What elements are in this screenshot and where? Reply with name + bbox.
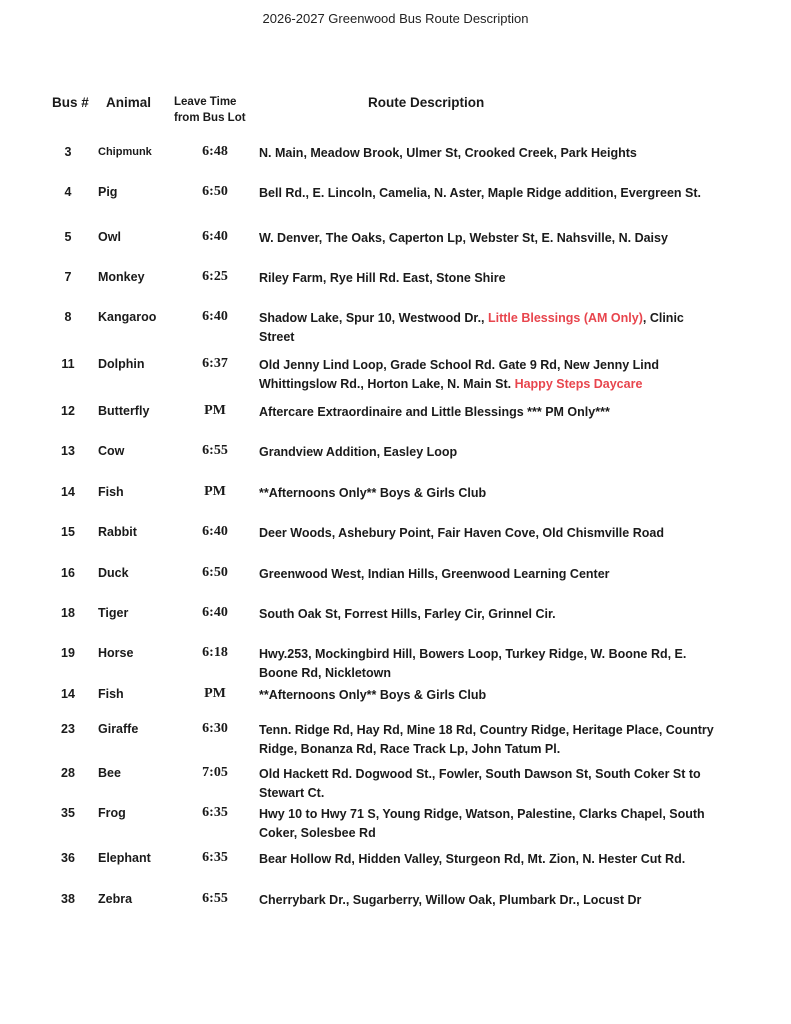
animal-name: Zebra (98, 892, 133, 906)
bus-number: 11 (61, 357, 75, 371)
route-highlight: Happy Steps Daycare (514, 376, 643, 391)
route-text: Hwy.253, Mockingbird Hill, Bowers Loop, Turkey Ridge, W. Boone Rd, E. Boone Rd, Nickletown (259, 647, 687, 680)
table-row (0, 892, 791, 932)
bus-number: 4 (64, 185, 72, 199)
bus-number: 28 (61, 766, 75, 780)
bus-number: 23 (61, 722, 75, 736)
route-description (259, 524, 719, 543)
route-text: Tenn. Ridge Rd, Hay Rd, Mine 18 Rd, Country Ridge, Heritage Place, Country Ridge, Bonanza Rd, Race Track Lp, John Tatum Pl. (259, 723, 714, 756)
route-description (259, 144, 719, 163)
header-animal: Animal (106, 95, 152, 110)
table-row (0, 270, 791, 310)
animal-name: Cow (98, 444, 125, 458)
route-text: Shadow Lake, Spur 10, Westwood Dr., (259, 311, 488, 325)
animal-name: Giraffe (98, 722, 139, 736)
table-row (0, 525, 791, 565)
bus-number: 19 (61, 646, 75, 660)
leave-time: 6:55 (202, 891, 228, 906)
route-description (259, 229, 719, 248)
header-leave-line-1: Leave Time (174, 96, 237, 108)
bus-number: 3 (64, 145, 72, 159)
table-row (0, 606, 791, 646)
route-highlight: Little Blessings (AM Only) (488, 311, 643, 325)
route-text: , Clinic Street (259, 311, 684, 344)
animal-name: Frog (98, 806, 126, 820)
leave-time: 6:40 (202, 229, 228, 244)
bus-number: 15 (61, 525, 75, 539)
animal-name: Rabbit (98, 525, 137, 539)
leave-time: 6:40 (202, 524, 228, 539)
table-row (0, 766, 791, 806)
header-route-description: Route Description (368, 95, 485, 110)
leave-time: 6:50 (202, 565, 228, 580)
table-row (0, 230, 791, 270)
table-row (0, 357, 791, 397)
route-description (259, 765, 719, 802)
table-row (0, 145, 791, 185)
route-description (259, 850, 719, 869)
table-row (0, 806, 791, 846)
leave-time: PM (204, 403, 226, 418)
bus-number: 5 (64, 230, 72, 244)
bus-number: 36 (61, 851, 75, 865)
bus-number: 14 (61, 485, 75, 499)
bus-number: 16 (61, 566, 75, 580)
animal-name: Fish (98, 687, 124, 701)
bus-number: 35 (61, 806, 75, 820)
leave-time: 6:40 (202, 309, 228, 324)
route-description (259, 269, 719, 288)
animal-name: Monkey (98, 270, 145, 284)
route-description (259, 484, 719, 503)
bus-number: 13 (61, 444, 75, 458)
table-row (0, 444, 791, 484)
route-text: Greenwood West, Indian Hills, Greenwood Learning Center (259, 567, 610, 581)
animal-name: Horse (98, 646, 134, 660)
route-description (259, 805, 719, 842)
route-text: Cherrybark Dr., Sugarberry, Willow Oak, Plumbark Dr., Locust Dr (259, 893, 642, 907)
animal-name: Elephant (98, 851, 151, 865)
route-description (259, 443, 719, 462)
leave-time: 6:25 (202, 269, 228, 284)
leave-time: 7:05 (202, 765, 228, 780)
leave-time: PM (204, 484, 226, 499)
route-description (259, 605, 719, 624)
animal-name: Butterfly (98, 404, 150, 418)
route-text: Riley Farm, Rye Hill Rd. East, Stone Shire (259, 271, 506, 285)
table-row (0, 566, 791, 606)
animal-name: Fish (98, 485, 124, 499)
route-description (259, 309, 719, 346)
animal-name: Chipmunk (98, 146, 152, 158)
header-leave-time (174, 94, 246, 126)
header-leave-line-2: from Bus Lot (174, 112, 246, 124)
table-row (0, 722, 791, 762)
route-description (259, 565, 719, 584)
leave-time: 6:40 (202, 605, 228, 620)
route-text: Bear Hollow Rd, Hidden Valley, Sturgeon Rd, Mt. Zion, N. Hester Cut Rd. (259, 852, 686, 866)
bus-number: 18 (61, 606, 75, 620)
animal-name: Tiger (98, 606, 129, 620)
route-description (259, 645, 719, 682)
animal-name: Dolphin (98, 357, 145, 371)
leave-time: 6:50 (202, 184, 228, 199)
table-row (0, 485, 791, 525)
leave-time: 6:35 (202, 850, 228, 865)
leave-time: PM (204, 686, 226, 701)
bus-number: 7 (64, 270, 72, 284)
leave-time: 6:35 (202, 805, 228, 820)
animal-name: Duck (98, 566, 129, 580)
table-row (0, 646, 791, 686)
route-text: Hwy 10 to Hwy 71 S, Young Ridge, Watson, Palestine, Clarks Chapel, South Coker, Solesbee Rd (259, 807, 705, 840)
header-bus-number: Bus # (52, 95, 89, 110)
route-text: **Afternoons Only** Boys & Girls Club (259, 688, 487, 702)
route-description (259, 686, 719, 705)
route-text: Grandview Addition, Easley Loop (259, 445, 458, 459)
table-row (0, 185, 791, 225)
animal-name: Pig (98, 185, 118, 199)
route-text: Old Hackett Rd. Dogwood St., Fowler, South Dawson St, South Coker St to Stewart Ct. (259, 767, 701, 800)
route-description (259, 403, 719, 422)
leave-time: 6:48 (202, 144, 228, 159)
leave-time: 6:55 (202, 443, 228, 458)
route-text: **Afternoons Only** Boys & Girls Club (259, 486, 487, 500)
route-description (259, 184, 719, 203)
leave-time: 6:37 (202, 356, 228, 371)
animal-name: Kangaroo (98, 310, 157, 324)
bus-number: 8 (64, 310, 72, 324)
route-text: Bell Rd., E. Lincoln, Camelia, N. Aster, Maple Ridge addition, Evergreen St. (259, 186, 701, 200)
leave-time: 6:30 (202, 721, 228, 736)
table-row (0, 851, 791, 891)
leave-time: 6:18 (202, 645, 228, 660)
route-text: South Oak St, Forrest Hills, Farley Cir, Grinnel Cir. (259, 607, 556, 621)
animal-name: Owl (98, 230, 121, 244)
route-text: Aftercare Extraordinaire and Little Blessings *** PM Only*** (259, 405, 610, 419)
route-text: W. Denver, The Oaks, Caperton Lp, Webster St, E. Nahsville, N. Daisy (259, 231, 668, 245)
route-description (259, 721, 719, 758)
page-title: 2026-2027 Greenwood Bus Route Description (262, 11, 529, 26)
route-description (259, 356, 719, 393)
route-text: Old Jenny Lind Loop, Grade School Rd. Gate 9 Rd, New Jenny Lind Whittingslow Rd., Horton Lake, N. Main St. (259, 358, 660, 391)
route-text: N. Main, Meadow Brook, Ulmer St, Crooked Creek, Park Heights (259, 146, 637, 160)
bus-number: 38 (61, 892, 75, 906)
bus-number: 14 (61, 687, 75, 701)
route-description (259, 891, 719, 910)
animal-name: Bee (98, 766, 121, 780)
route-text: Deer Woods, Ashebury Point, Fair Haven Cove, Old Chismville Road (259, 526, 664, 540)
table-row (0, 310, 791, 350)
bus-number: 12 (61, 404, 75, 418)
table-row (0, 404, 791, 444)
